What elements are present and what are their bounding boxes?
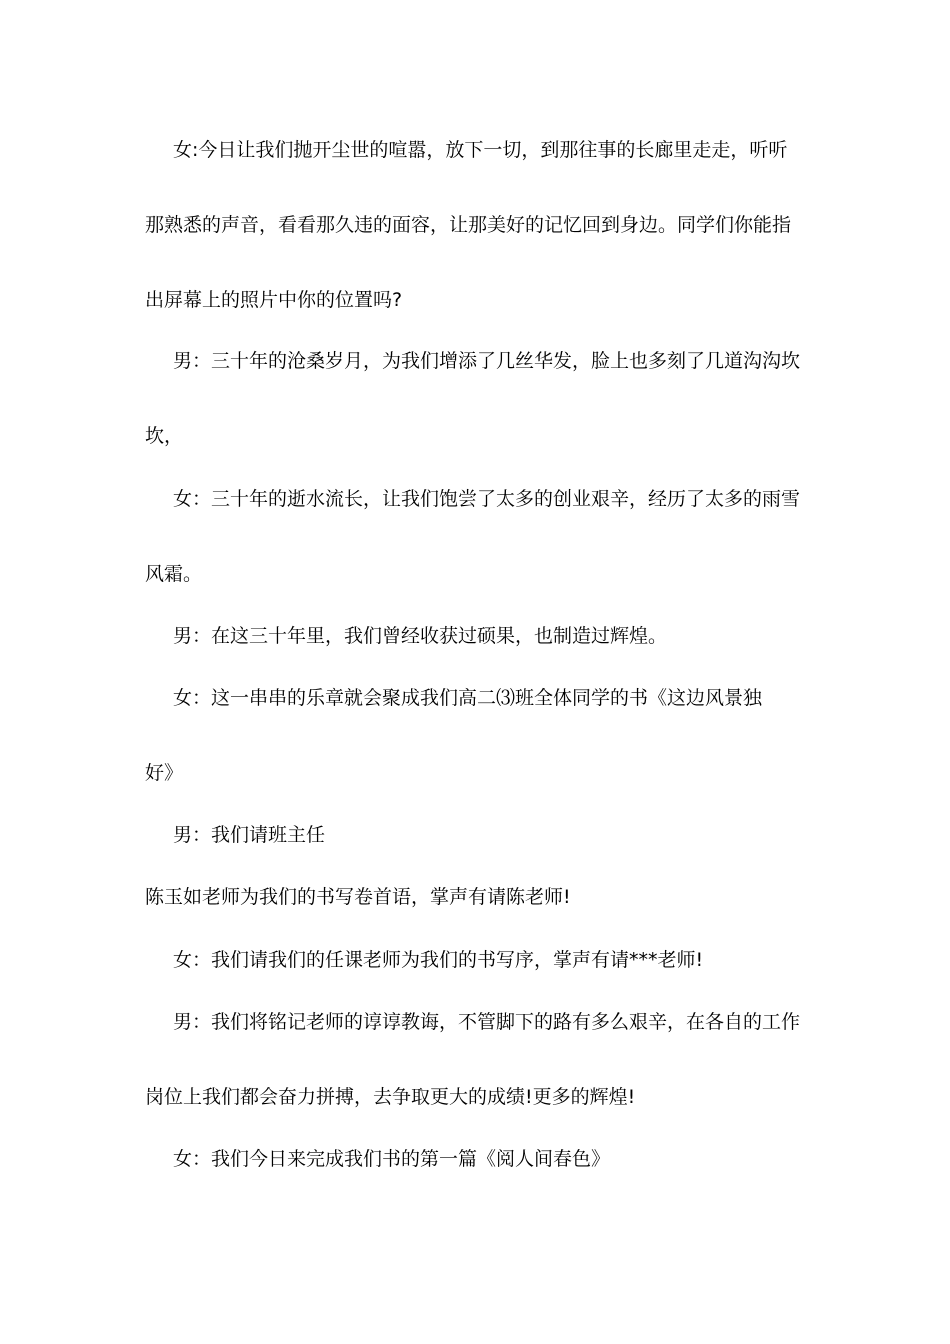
text-line-9: 女：这一串串的乐章就会聚成我们高二⑶班全体同学的书《这边风景独 [173, 687, 763, 709]
text-line-2: 那熟悉的声音，看看那久违的面容，让那美好的记忆回到身边。同学们你能指 [145, 214, 792, 236]
text-line-16: 女：我们今日来完成我们书的第一篇《阅人间春色》 [173, 1148, 611, 1170]
text-line-15: 岗位上我们都会奋力拼搏，去争取更大的成绩!更多的辉煌! [145, 1086, 636, 1108]
text-line-6: 女：三十年的逝水流长，让我们饱尝了太多的创业艰辛，经历了太多的雨雪 [173, 488, 801, 510]
text-line-3: 出屏幕上的照片中你的位置吗? [145, 289, 403, 311]
text-line-13: 女：我们请我们的任课老师为我们的书写序，掌声有请***老师! [173, 949, 704, 971]
text-line-12: 陈玉如老师为我们的书写卷首语，掌声有请陈老师! [145, 886, 571, 908]
text-line-1: 女:今日让我们抛开尘世的喧嚣，放下一切，到那往事的长廊里走走，听听 [173, 139, 788, 161]
text-line-4: 男：三十年的沧桑岁月，为我们增添了几丝华发，脸上也多刻了几道沟沟坎 [173, 350, 801, 372]
text-line-7: 风霜。 [145, 563, 203, 585]
text-line-10: 好》 [145, 762, 184, 784]
text-line-11: 男：我们请班主任 [173, 824, 326, 846]
text-line-14: 男：我们将铭记老师的谆谆教诲，不管脚下的路有多么艰辛，在各自的工作 [173, 1011, 801, 1033]
text-line-8: 男：在这三十年里，我们曾经收获过硕果，也制造过辉煌。 [173, 625, 668, 647]
text-line-5: 坎， [145, 425, 184, 447]
